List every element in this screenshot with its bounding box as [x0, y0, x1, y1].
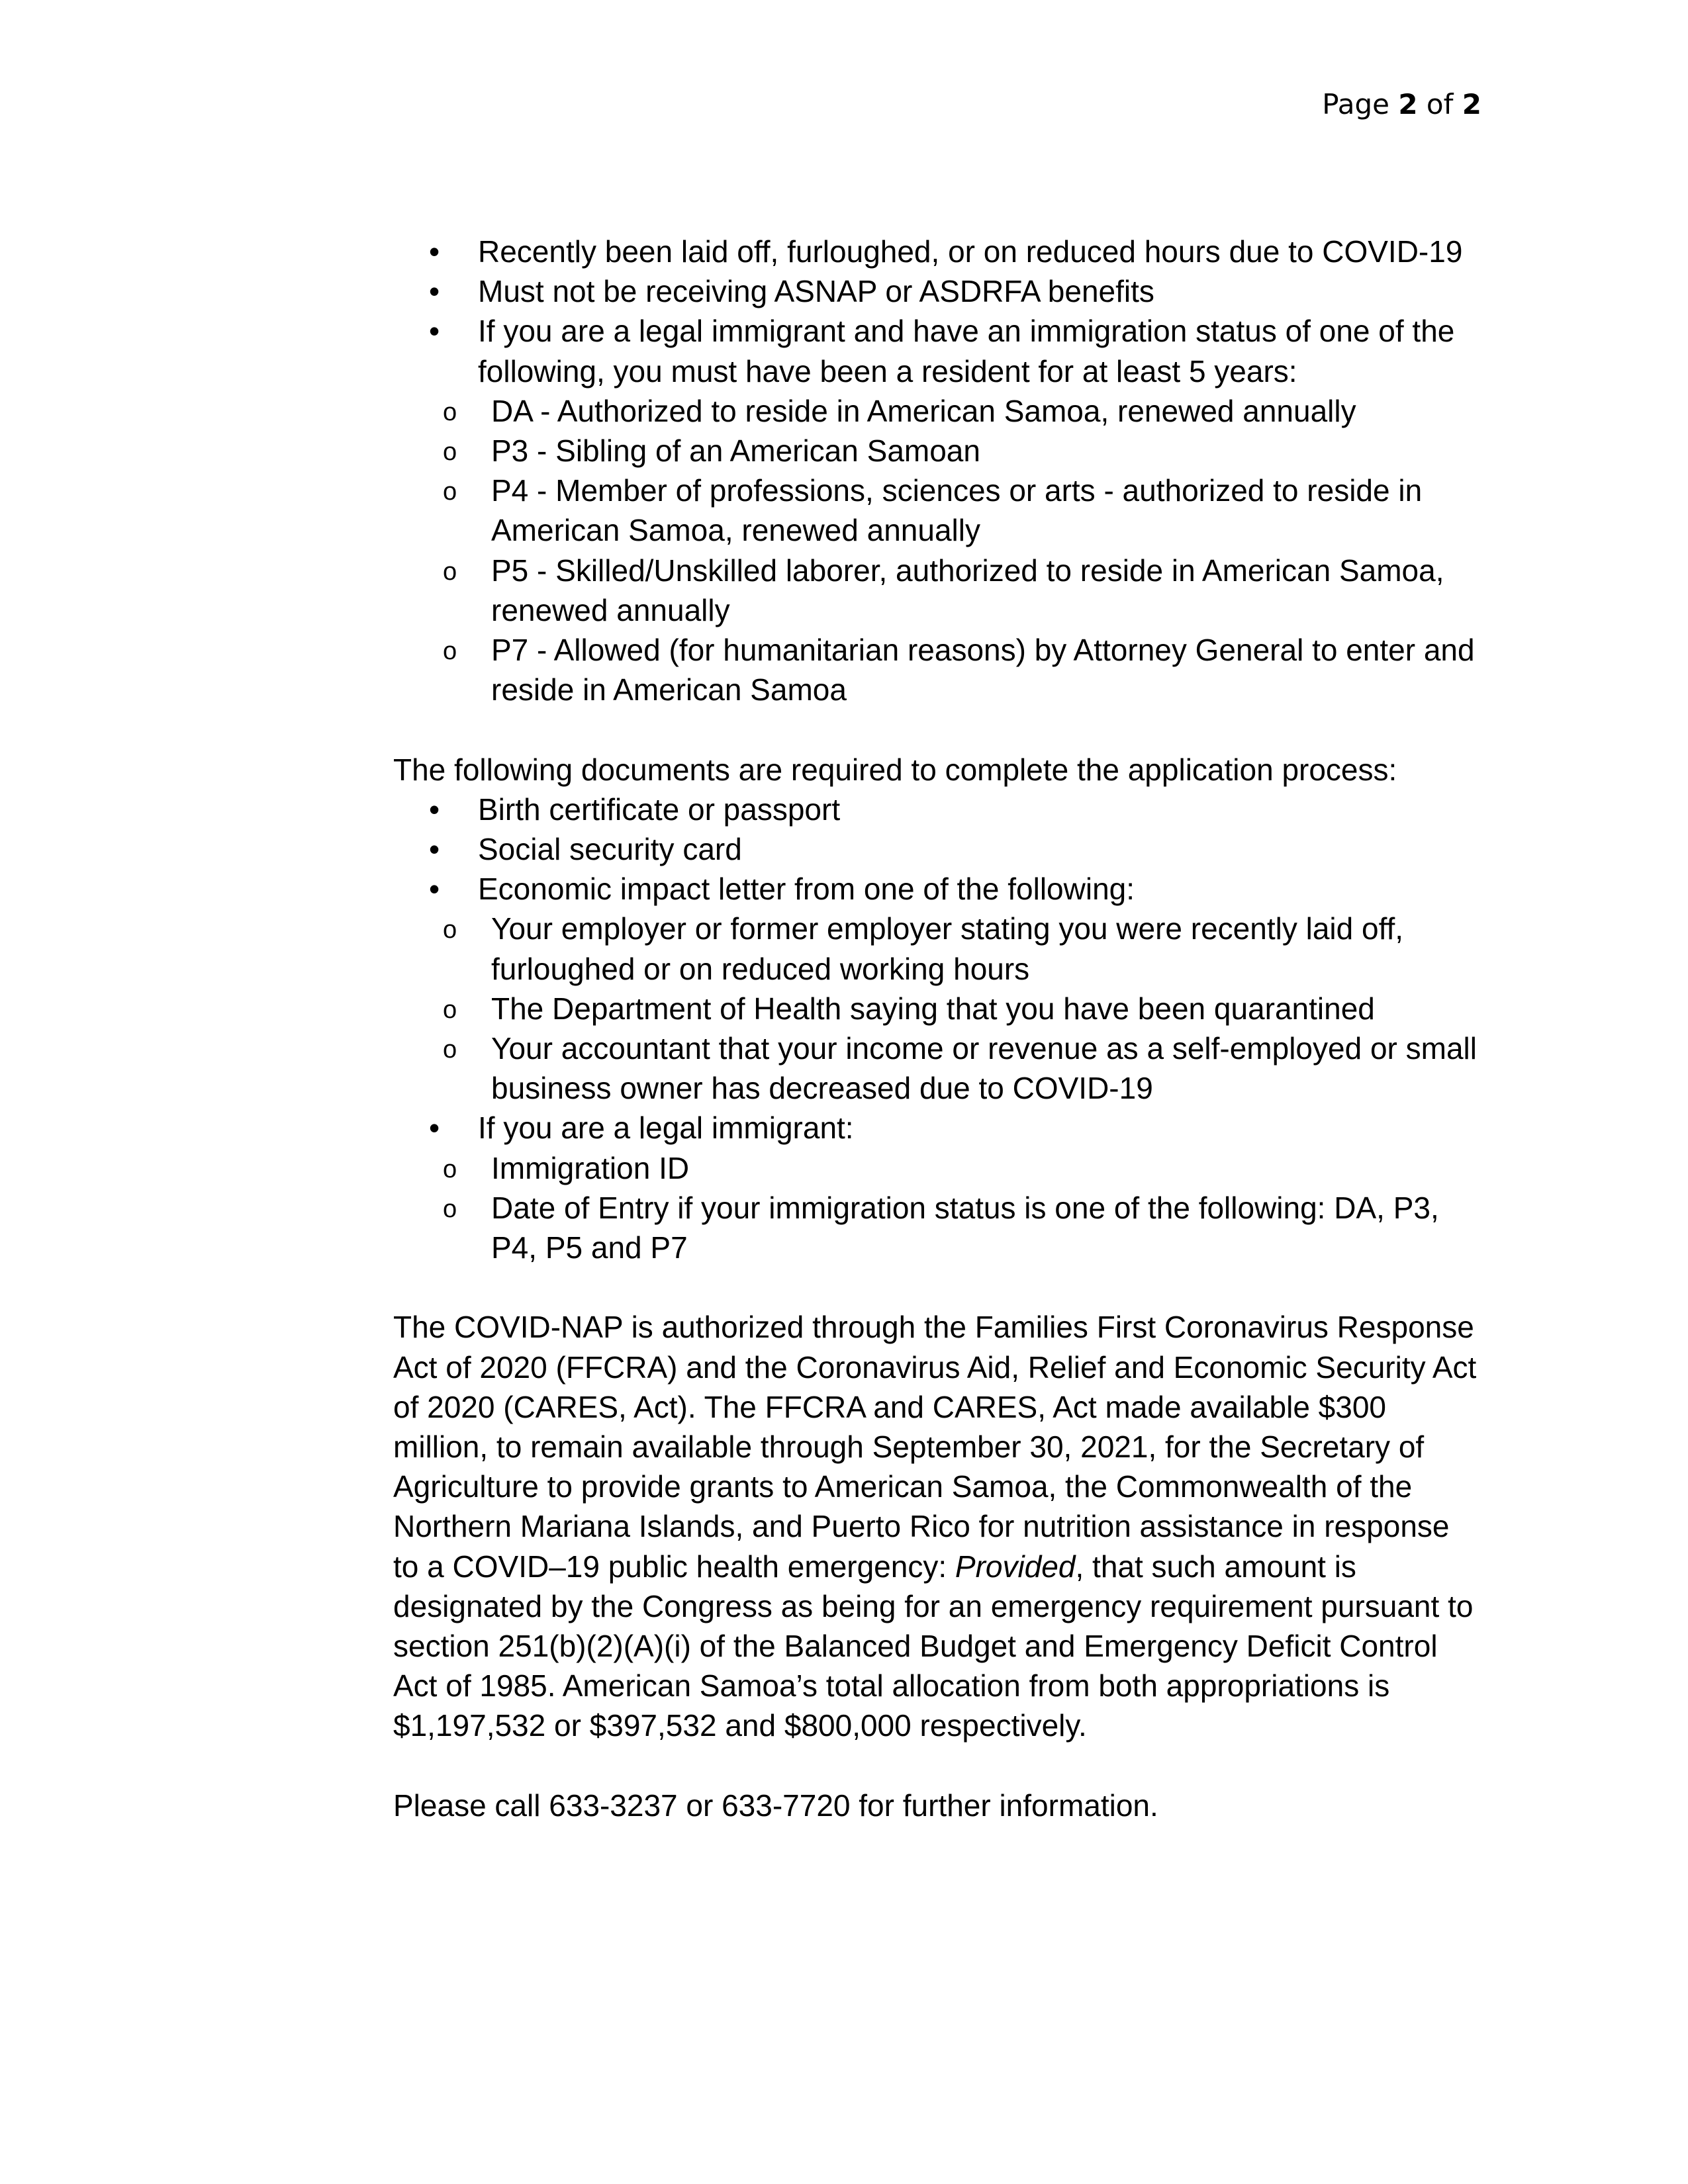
- authorization-paragraph: [393, 1307, 1479, 1745]
- contact-info: Please call 633-3237 or 633-7720 for further information.: [393, 1788, 1158, 1823]
- documents-list: [393, 790, 1479, 1267]
- list-item: o Your employer or former employer stating you were recently laid off, furloughed or on reduced working hours: [393, 909, 1479, 988]
- authorization-italic: Provided: [955, 1549, 1076, 1584]
- list-item: [393, 1108, 1479, 1267]
- immigrant-docs-intro: If you are a legal immigrant:: [478, 1111, 854, 1146]
- list-item: o P7 - Allowed (for humanitarian reasons) by Attorney General to enter and reside in American Samoa: [393, 630, 1479, 709]
- current-page: 2: [1398, 88, 1418, 120]
- total-pages: 2: [1462, 88, 1481, 120]
- list-item: o P5 - Skilled/Unskilled laborer, authorized to reside in American Samoa, renewed annually: [393, 551, 1479, 630]
- list-item: • Must not be receiving ASNAP or ASDRFA benefits: [393, 271, 1479, 311]
- list-item: [393, 311, 1479, 709]
- eligibility-list: [393, 232, 1479, 709]
- list-item: o DA - Authorized to reside in American Samoa, renewed annually: [393, 391, 1479, 431]
- authorization-text-2: , that such amount is designated by the Congress as being for an emergency requirement pursuant to section 251(b)(2)(A)(i) of the Balanced Budget and Emergency Deficit Control Act of 1985. American Samoa’s total allocation from both appropriations is $1,197,532 or $397,532 and $800,000 respectively.: [393, 1549, 1474, 1743]
- list-item: o Immigration ID: [393, 1148, 1479, 1188]
- list-item: o P4 - Member of professions, sciences or arts - authorized to reside in American Samoa, renewed annually: [393, 471, 1479, 550]
- immigrant-docs-list: [478, 1148, 1479, 1268]
- document-body: [393, 232, 1479, 1825]
- list-item: • Recently been laid off, furloughed, or on reduced hours due to COVID-19: [393, 232, 1479, 271]
- of-word: of: [1426, 88, 1454, 120]
- list-item: [393, 869, 1479, 1108]
- list-item: o Your accountant that your income or revenue as a self-employed or small business owner has decreased due to COVID-19: [393, 1028, 1479, 1108]
- economic-letter-intro: Economic impact letter from one of the following:: [478, 872, 1135, 907]
- list-item: o Date of Entry if your immigration status is one of the following: DA, P3, P4, P5 and P7: [393, 1188, 1479, 1267]
- list-item: o The Department of Health saying that you have been quarantined: [393, 989, 1479, 1028]
- page-number: [1322, 85, 1481, 124]
- documents-intro: The following documents are required to complete the application process:: [393, 752, 1397, 787]
- page-word: Page: [1322, 88, 1389, 120]
- authorization-text-1: The COVID-NAP is authorized through the Families First Coronavirus Response Act of 2020 (FFCRA) and the Coronavirus Aid, Relief and Economic Security Act of 2020 (CARES, Act). The FFCRA and CARES, Act made available $300 million, to remain available through September 30, 2021, for the Secretary of Agriculture to provide grants to American Samoa, the Commonwealth of the Northern Mariana Islands, and Puerto Rico for nutrition assistance in response to a COVID–19 public health emergency:: [393, 1310, 1477, 1584]
- immigration-status-list: [478, 391, 1479, 710]
- letter-sources-list: [478, 909, 1479, 1108]
- list-item: o P3 - Sibling of an American Samoan: [393, 431, 1479, 471]
- list-item: • Social security card: [393, 829, 1479, 869]
- immigrant-status-intro: If you are a legal immigrant and have an immigration status of one of the following, you must have been a resident for at least 5 years:: [478, 314, 1455, 388]
- list-item: • Birth certificate or passport: [393, 790, 1479, 829]
